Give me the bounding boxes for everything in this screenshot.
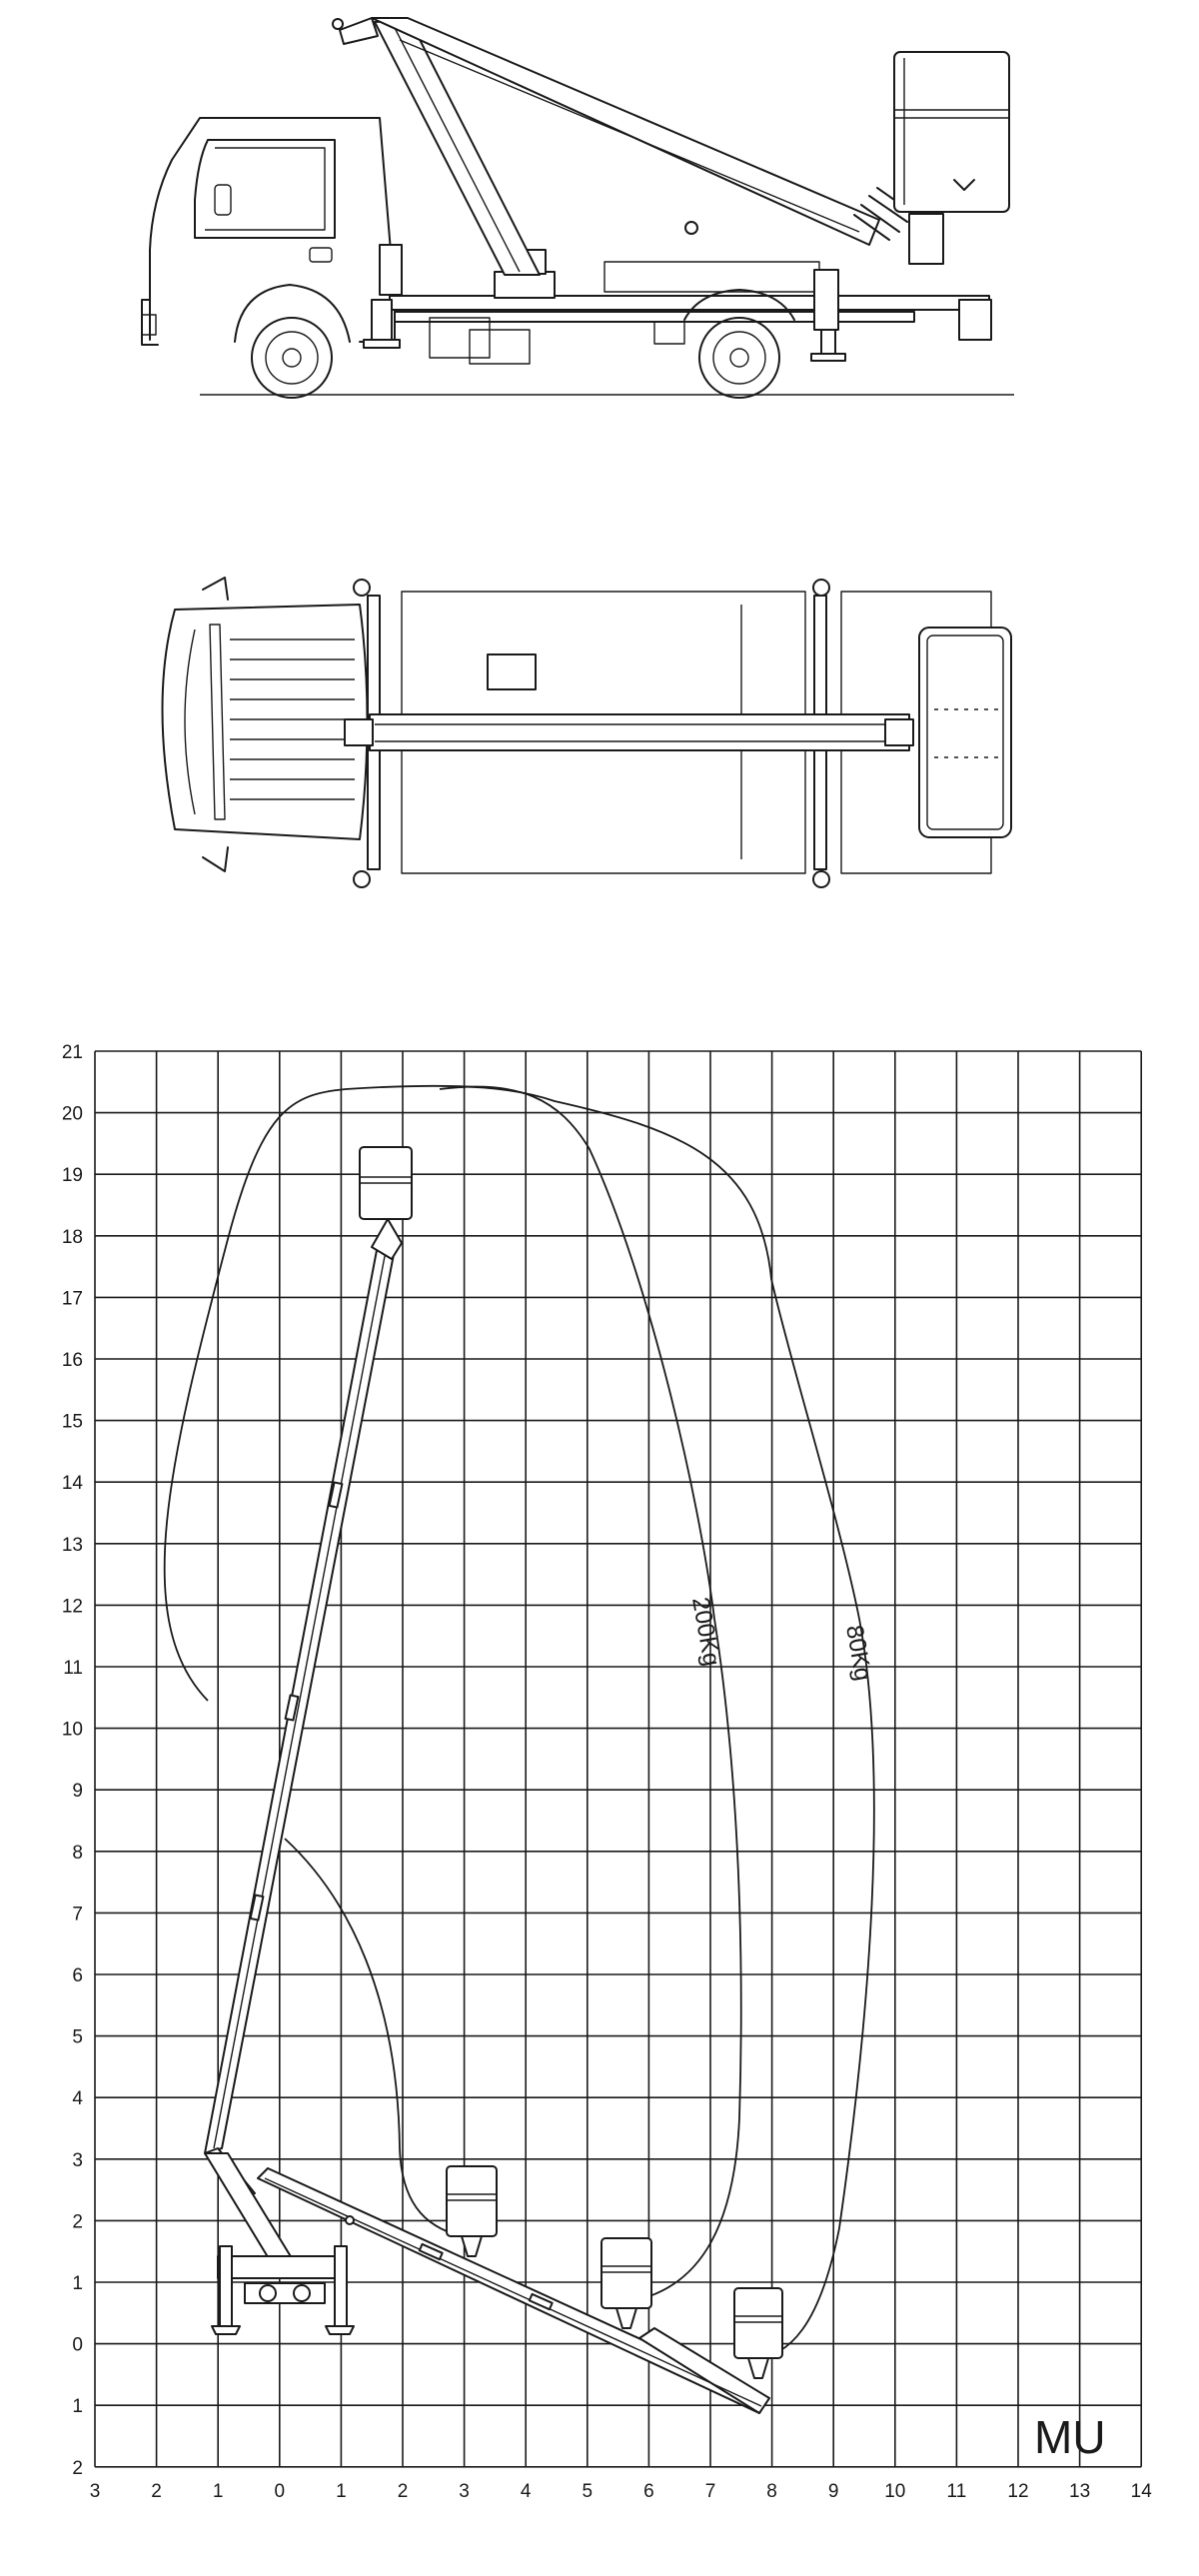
lower-boom [375,20,540,275]
y-axis-ticks [62,1042,84,2479]
mirror-right [203,847,228,871]
boom-rest-box [604,262,819,292]
x-tick-label: 14 [1130,2480,1152,2502]
tank-a [430,318,490,358]
rear-stabilizer-pad [811,354,845,361]
cab-window [195,140,335,238]
wheelset [245,2283,325,2303]
x-tick-label: 2 [397,2480,409,2502]
envelope-200kg [285,1087,741,2297]
y-tick-label: 7 [72,1904,83,1926]
front-stabilizer-leg [372,300,392,340]
label-200kg: 200Kg [686,1595,725,1669]
step-box [654,322,684,344]
side-mirror [215,185,231,215]
y-tick-label: 19 [61,1165,83,1187]
rear-wheel-rim [713,332,765,384]
y-tick-label: 6 [72,1965,83,1986]
boom-head-pin [333,19,343,29]
front-wheel [252,318,332,398]
rear-light-cluster [959,300,991,340]
y-tick-label: 17 [61,1288,83,1310]
y-tick-label: 13 [61,1534,83,1556]
x-tick-label: 8 [766,2480,777,2502]
unit-label: MU [1034,2411,1106,2463]
y-tick-label: 15 [61,1411,83,1433]
x-tick-label: 3 [459,2480,470,2502]
rotator-top [885,719,913,745]
y-tick-label: 1 [72,2396,83,2418]
x-tick-label: 13 [1069,2480,1091,2502]
y-tick-label: 16 [61,1350,83,1371]
boom-head-top [345,719,373,745]
label-80kg: 80Kg [840,1623,877,1684]
y-tick-label: 11 [63,1658,83,1679]
chassis-frame [390,296,989,310]
y-tick-label: 2 [72,2457,83,2479]
x-tick-label: 3 [89,2480,101,2502]
rear-wheel [699,318,779,398]
rear-outrigger [814,270,838,330]
rear-stabilizer-leg [821,330,835,354]
windscreen-arc [185,630,195,814]
basket [894,52,1009,212]
working-envelope [62,1042,1152,2502]
x-tick-label: 12 [1007,2480,1029,2502]
rear-wheel-hub [730,349,748,367]
basket-low-1 [447,2166,497,2256]
front-wheel-rim [266,332,318,384]
y-tick-label: 1 [72,2273,83,2294]
door-handle [310,248,332,262]
outrigger-right [335,2246,347,2326]
y-tick-label: 10 [61,1719,83,1741]
windscreen-strip [210,625,225,819]
basket-side [894,52,1009,212]
y-tick-label: 5 [72,2026,83,2048]
y-tick-label: 4 [72,2088,83,2110]
y-tick-label: 14 [61,1473,83,1495]
x-axis-ticks [90,2481,1152,2502]
chassis-rear [218,2256,346,2278]
y-tick-label: 8 [72,1842,83,1864]
x-tick-label: 10 [884,2480,906,2502]
cab-roof-ribs [230,640,355,799]
boom-vertical [205,1147,412,2198]
x-tick-label: 9 [827,2480,839,2502]
boom-pivot-pin [685,222,697,234]
basket-low-2 [601,2238,651,2328]
basket-low-3 [734,2288,782,2378]
y-tick-label: 2 [72,2211,83,2233]
y-tick-label: 20 [61,1103,83,1125]
basket-leveling-unit [909,214,943,264]
truck-top-view [163,578,1012,887]
mirror-left [203,578,228,600]
x-tick-label: 2 [151,2480,162,2502]
front-outrigger [380,245,402,295]
y-tick-label: 9 [72,1781,83,1803]
x-tick-label: 1 [336,2480,347,2502]
y-tick-label: 3 [72,2149,83,2171]
x-tick-label: 6 [643,2480,654,2502]
y-tick-label: 0 [72,2334,83,2356]
boom-top [370,714,909,750]
front-wheel-hub [283,349,301,367]
y-tick-label: 21 [61,1042,83,1063]
x-tick-label: 11 [946,2480,967,2502]
outrigger-left [220,2246,232,2326]
x-tick-label: 4 [520,2480,532,2502]
x-tick-label: 1 [212,2480,224,2502]
basket-top [919,628,1011,837]
x-tick-label: 0 [274,2480,286,2502]
front-wheel-arch [235,285,350,342]
front-stabilizer-pad [364,340,400,348]
cab-window-inner [205,148,325,230]
x-tick-label: 7 [704,2480,716,2502]
tank-b [470,330,530,364]
y-tick-label: 12 [61,1596,83,1618]
turret-top [488,654,536,689]
boom-head [340,18,378,44]
truck-side-view [142,18,1014,398]
x-tick-label: 5 [582,2480,594,2502]
y-tick-label: 18 [61,1226,83,1248]
